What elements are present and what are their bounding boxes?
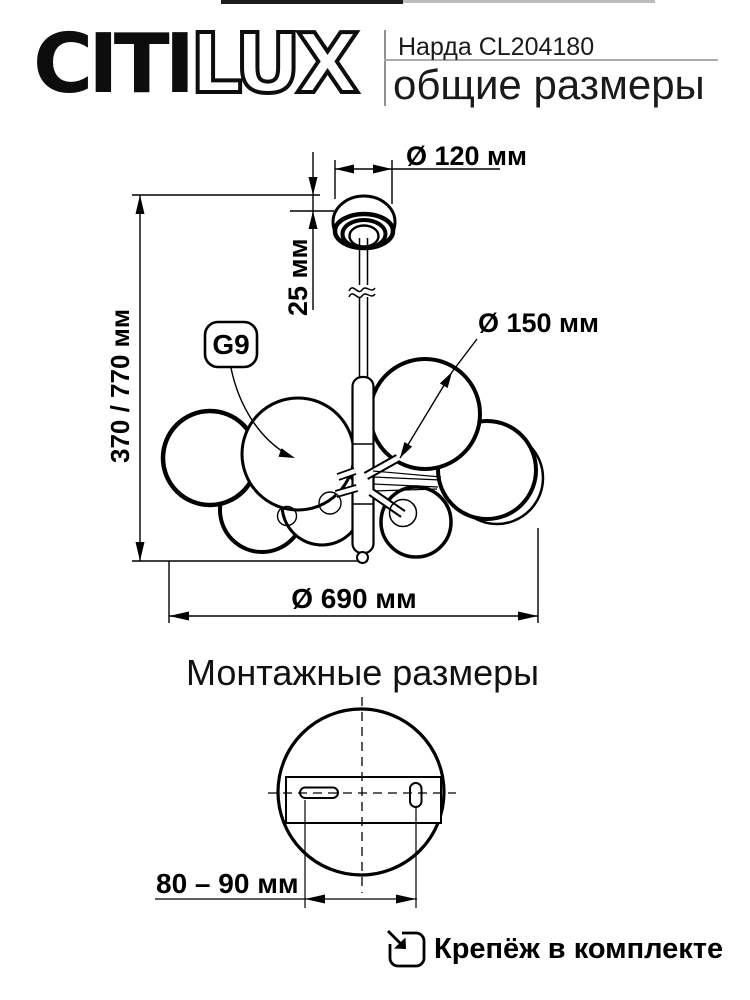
model-name: Нарда CL204180 [398,33,595,61]
canopy-drawing [333,196,395,248]
hardware-included-note: Крепёж в комплекте [434,933,724,965]
shade-diameter-label: Ø 150 мм [478,308,599,338]
logo-text-outline: LUX [190,17,355,112]
arrow-into-box-icon [380,924,424,966]
logo-text-solid: CITI [33,17,191,112]
page-title: общие размеры [393,61,705,108]
total-height-label: 370 / 770 мм [105,308,135,463]
fixture-diameter-label: Ø 690 мм [291,583,417,614]
suspension-rod [349,238,375,390]
socket-type-label: G9 [212,328,250,360]
canopy-height-label: 25 мм [283,238,313,316]
canopy-diameter-label: Ø 120 мм [406,141,527,171]
mounting-section-title: Монтажные размеры [185,652,540,693]
hole-spacing-label: 80 – 90 мм [156,868,299,899]
